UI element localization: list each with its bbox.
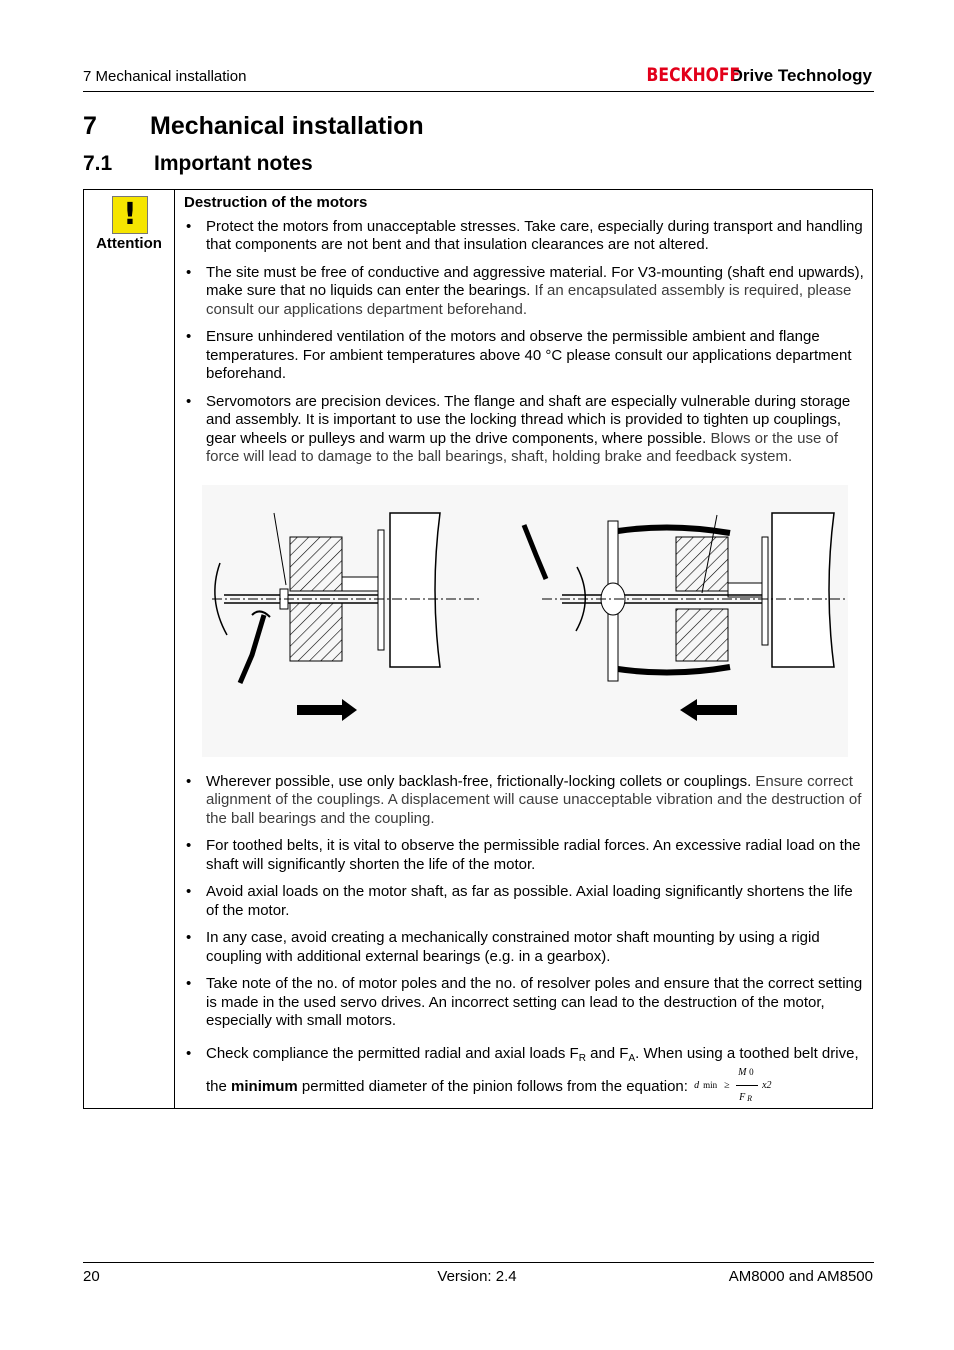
attention-label: Attention xyxy=(96,235,162,252)
list-item: • Avoid axial loads on the motor shaft, as far as possible. Axial loading significantly shortens the life of the motor. xyxy=(186,883,853,919)
list-item: • In any case, avoid creating a mechanically constrained motor shaft mounting by using a rigid coupling with additional external bearings (e.g. in a gearbox). xyxy=(186,929,820,965)
section-number: 7.1 xyxy=(83,152,113,175)
attention-box xyxy=(83,189,873,1109)
note-content xyxy=(184,194,864,1111)
list-item: • Ensure unhindered ventilation of the motors and observe the permissible ambient and flange temperatures. For ambient temperatures above 40 °C please consult our applications department beforehand. xyxy=(186,328,852,382)
section-title: Important notes xyxy=(154,152,313,175)
note-title: Destruction of the motors xyxy=(184,194,368,211)
mounting-figure xyxy=(202,485,848,757)
footer-product: AM8000 and AM8500 xyxy=(728,1268,873,1285)
list-item: • Protect the motors from unacceptable stresses. Take care, especially during transport and handling that components are not bent and that insulation clearances are not altered. xyxy=(186,217,863,253)
mounting-diagram xyxy=(202,485,848,757)
footer-version: Version: 2.4 xyxy=(437,1268,517,1285)
header-rule xyxy=(83,91,874,92)
header-product: Drive Technology xyxy=(730,66,872,85)
warning-icon: ! xyxy=(112,196,148,234)
box-divider xyxy=(174,190,175,1108)
list-item: • The site must be free of conductive and aggressive material. For V3-mounting (shaft end upwards), make sure that no liquids can enter the bearings. If an encapsulated assembly is required, please consult our applications department beforehand. xyxy=(186,263,864,318)
chapter-heading xyxy=(83,112,424,141)
list-item: • Wherever possible, use only backlash-free, frictionally-locking collets or couplings. Ensure correct alignment of the couplings. A displacement will cause unacceptable vibration and the destruction of the ball bearings and the coupling. xyxy=(186,772,862,827)
list-item: • For toothed belts, it is vital to observe the permissible radial forces. An excessive radial load on the shaft will significantly shorten the life of the motor. xyxy=(186,837,861,873)
header-brand xyxy=(626,64,872,86)
footer-rule xyxy=(83,1262,874,1263)
chapter-title: Mechanical installation xyxy=(150,112,424,140)
pinion-equation: d min ≥ M 0 F R x2 xyxy=(694,1066,772,1103)
section-heading xyxy=(83,152,313,176)
list-item: • Take note of the no. of motor poles and the no. of resolver poles and ensure that the correct setting is made in the used servo drives. An incorrect setting can lead to the destruction of the motor, especially with small motors. xyxy=(186,975,863,1029)
chapter-number: 7 xyxy=(83,112,97,140)
beckhoff-logo: BECKHOFF xyxy=(646,64,740,86)
list-item-equation: • Check compliance the permitted radial and axial loads $F_R$ and $F_A$. When using a toothed belt drive, the minimum permitted diameter of the pinion follows from the equation: d min ≥ M 0 F R x2 xyxy=(186,1044,859,1103)
page-number: 20 xyxy=(83,1268,100,1285)
header-section: 7 Mechanical installation xyxy=(83,68,247,85)
list-item: • Servomotors are precision devices. The flange and shaft are especially vulnerable during storage and assembly. It is important to use the locking thread which is provided to tighten up couplings, gear wheels or pulleys and warm up the drive components, where possible. Blows or the use of force will lead to damage to the ball bearings, shaft, holding brake and feedback system. xyxy=(186,392,851,465)
